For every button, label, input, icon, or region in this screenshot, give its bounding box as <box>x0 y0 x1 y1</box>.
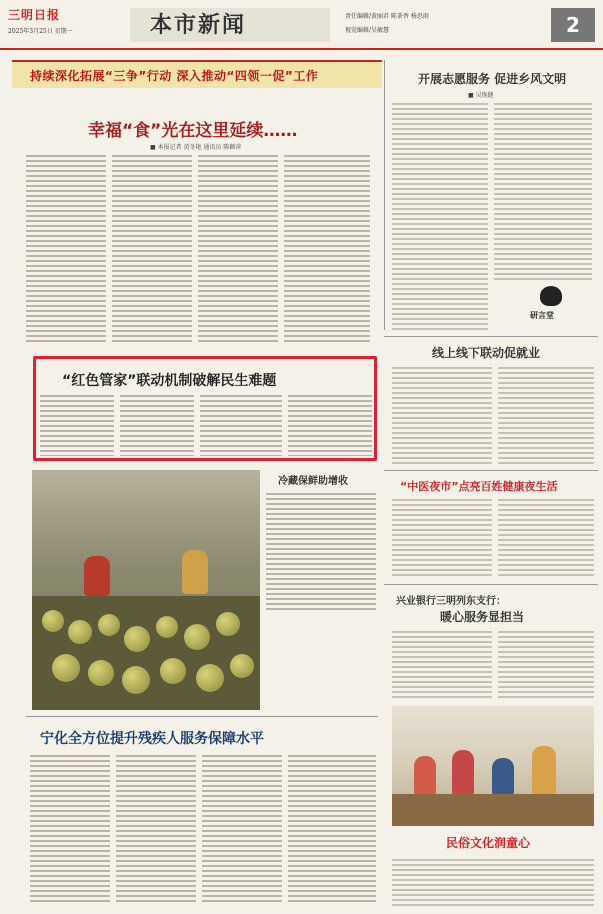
main-article-column <box>112 152 192 342</box>
employment-article-column <box>392 364 492 464</box>
fruit <box>42 610 64 632</box>
fruit <box>88 660 114 686</box>
column-divider <box>384 60 385 330</box>
main-article-column <box>284 152 370 342</box>
section-divider <box>384 470 598 471</box>
section-divider <box>384 336 598 337</box>
logo-text: 研言堂 <box>530 311 554 320</box>
fruit <box>122 666 150 694</box>
main-article-byline: ■ 本报记者 黄冬艳 通讯员 陈颖萍 <box>150 144 242 151</box>
page-number: 2 <box>551 8 595 42</box>
table <box>392 794 594 826</box>
fruit <box>124 626 150 652</box>
volunteer-article-column <box>392 100 488 330</box>
employment-article-column <box>498 364 594 464</box>
fruit <box>216 612 240 636</box>
tcm-article-column <box>392 496 492 576</box>
disabled-article-column <box>30 752 110 902</box>
orchard-photo <box>32 470 260 710</box>
bank-article-title: 兴业银行三明列东支行： <box>396 596 506 607</box>
editor-line: 视觉编辑/吴敏慧 <box>345 27 390 34</box>
volunteer-article-title: 开展志愿服务 促进乡风文明 <box>418 72 567 86</box>
paper-name: 三明日报 <box>8 8 61 22</box>
tcm-article-column <box>498 496 594 576</box>
cold-storage-article-title: 冷藏保鲜助增收 <box>278 476 348 487</box>
fruit <box>230 654 254 678</box>
main-article-column <box>26 152 106 342</box>
worker-figure <box>182 550 208 594</box>
commentary-logo <box>526 286 576 330</box>
volunteer-article-column <box>494 100 592 280</box>
cold-storage-article-column <box>266 490 376 610</box>
featured-article-title: “红色管家”联动机制破解民生难题 <box>62 373 277 389</box>
issue-date: 2025年3月25日 星期一 <box>8 28 73 35</box>
main-article-title: 幸福“食”光在这里延续…… <box>88 121 298 141</box>
disabled-services-article-title: 宁化全方位提升残疾人服务保障水平 <box>40 731 264 747</box>
child-figure <box>452 750 474 796</box>
fruit <box>98 614 120 636</box>
bank-article-column <box>498 628 594 700</box>
editor-line: 责任编辑/黄丽君 陈茶香 杨思雨 <box>345 13 429 20</box>
child-figure <box>492 758 514 796</box>
worker-figure <box>84 556 110 596</box>
main-article-column <box>198 152 278 342</box>
fruit <box>68 620 92 644</box>
folk-culture-article-column <box>392 856 594 906</box>
child-figure <box>414 756 436 796</box>
section-divider <box>384 584 598 585</box>
banner-text: 持续深化拓展“三争”行动 深入推动“四领一促”工作 <box>30 69 319 83</box>
fruit <box>184 624 210 650</box>
section-divider <box>26 716 378 717</box>
bank-article-column <box>392 628 492 700</box>
campaign-banner <box>12 60 382 88</box>
fruit <box>52 654 80 682</box>
volunteer-article-byline: ■ 吴焕健 <box>468 92 494 99</box>
editors-credit <box>345 10 429 38</box>
disabled-article-column <box>288 752 376 902</box>
fruit <box>196 664 224 692</box>
section-title: 本市新闻 <box>130 8 330 42</box>
fruit <box>160 658 186 684</box>
classroom-photo <box>392 706 594 826</box>
masthead <box>0 0 603 50</box>
employment-article-title: 线上线下联动促就业 <box>432 346 541 360</box>
disabled-article-column <box>116 752 196 902</box>
child-figure <box>532 746 556 796</box>
logo-mark-icon <box>540 286 562 306</box>
bank-article-subtitle: 暖心服务显担当 <box>440 610 525 624</box>
tcm-article-title: “中医夜市”点亮百姓健康夜生活 <box>400 480 558 493</box>
fruit <box>156 616 178 638</box>
folk-culture-article-title: 民俗文化润童心 <box>446 836 531 850</box>
disabled-article-column <box>202 752 282 902</box>
featured-article-highlight <box>33 356 377 461</box>
